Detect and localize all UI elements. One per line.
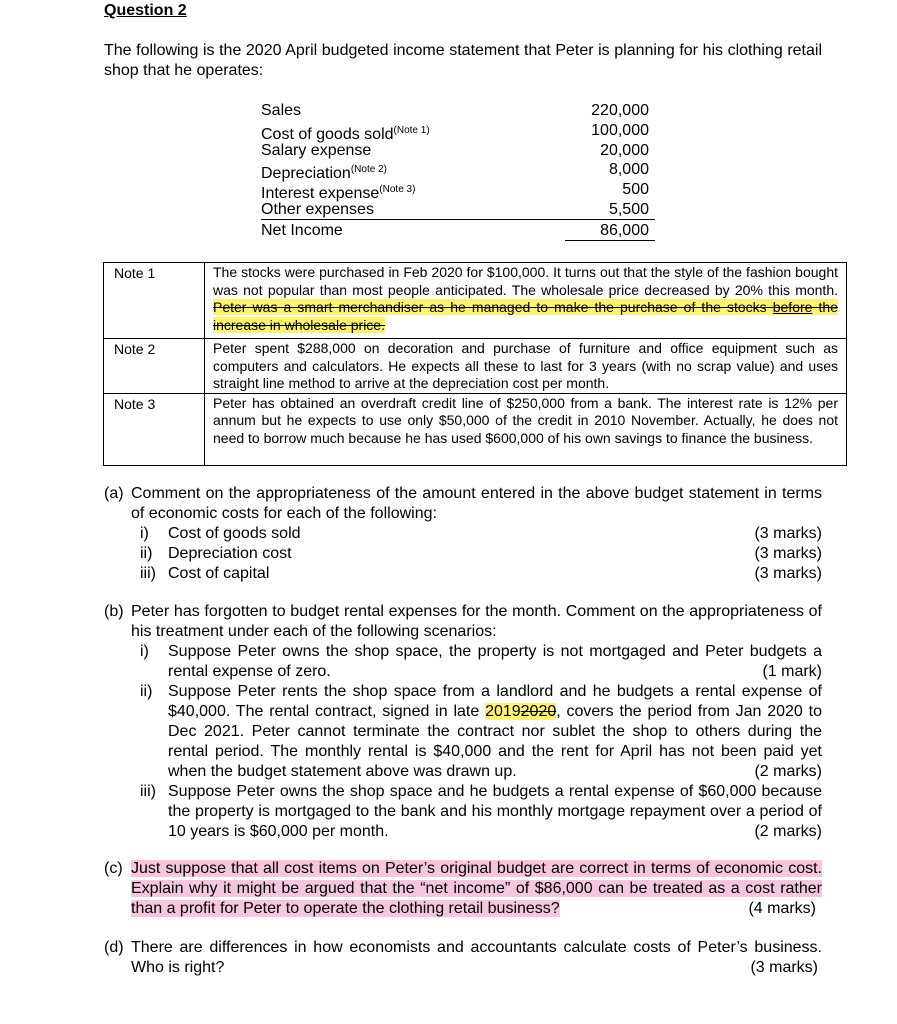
part-text: Peter has forgotten to budget rental expenses for the month. Comment on the appropriateness of his treatment under each of the following scenarios: — [131, 603, 822, 640]
note-text: The stocks were purchased in Feb 2020 for $100,000. It turns out that the style of the fashion bought was not popular than most people anticipated. The wholesale price decreased by 20% this month. Peter was a smart merchandiser as he managed to make the purchase of the stocks before the increase in wholesale price. — [205, 263, 847, 339]
highlighted-year: 20192020 — [485, 703, 557, 720]
marks: (3 marks) — [754, 525, 822, 542]
statement-label: Depreciation$^{(Note 2)}$ — [261, 164, 387, 182]
marks: (3 marks) — [750, 959, 818, 976]
note-row — [104, 393, 847, 465]
statement-row-salary — [261, 141, 655, 161]
statement-value: 500 — [622, 181, 649, 198]
statement-label: Interest expense$^{(Note 3)}$ — [261, 184, 416, 202]
total-rule — [565, 240, 655, 241]
part-label: (d) — [104, 939, 124, 956]
statement-value: 8,000 — [608, 161, 649, 178]
question-part-c — [104, 859, 822, 919]
sub-label: i) — [140, 643, 149, 660]
part-text: Comment on the appropriateness of the amount entered in the above budget statement in terms of economic costs for each of the following: — [131, 485, 822, 522]
sub-item: i) Suppose Peter owns the shop space, the property is not mortgaged and Peter budgets a rental expense of zero. (1 mark) — [140, 643, 822, 680]
sub-item: i) Cost of goods sold (3 marks) — [140, 525, 822, 542]
note-row — [104, 263, 847, 339]
statement-row-depreciation — [261, 160, 655, 180]
note-label: Note 1 — [104, 263, 205, 339]
marks: (3 marks) — [754, 545, 822, 562]
sub-item: iii) Cost of capital (3 marks) — [140, 565, 822, 582]
statement-row-other — [261, 200, 655, 220]
part-label: (b) — [104, 603, 124, 620]
marks: (1 mark) — [762, 663, 822, 680]
marks: (4 marks) — [748, 900, 816, 917]
intro-paragraph: The following is the 2020 April budgeted income statement that Peter is planning for his clothing retail shop that he operates: — [104, 42, 822, 79]
note-ref: (Note 2) — [350, 164, 387, 175]
statement-row-cogs — [261, 121, 655, 141]
note-ref: (Note 1) — [393, 125, 430, 136]
part-label: (a) — [104, 485, 124, 502]
question-part-a — [104, 484, 822, 584]
part-label: (c) — [104, 860, 123, 877]
statement-label: Sales — [261, 102, 302, 119]
statement-row-sales — [261, 101, 655, 121]
highlighted-struck-text: Peter was a smart merchandiser as he managed to make the purchase of the stocks before the increase in wholesale price. — [213, 299, 838, 333]
sub-label: ii) — [140, 545, 153, 562]
notes-table — [103, 262, 847, 466]
note-label: Note 3 — [104, 393, 205, 465]
sub-label: ii) — [140, 683, 153, 700]
sub-item: ii) Depreciation cost (3 marks) — [140, 545, 822, 562]
note-text: Peter has obtained an overdraft credit line of $250,000 from a bank. The interest rate is 12% per annum but he expects to use only $50,000 of the credit in 2010 November. Actually, he does not need to borrow much because he has used $600,000 of his own savings to finance the business. — [205, 393, 847, 465]
statement-value: 20,000 — [600, 142, 649, 159]
statement-row-net-income — [261, 221, 655, 241]
note-ref: (Note 3) — [379, 184, 416, 195]
statement-row-interest — [261, 180, 655, 200]
sub-label: iii) — [140, 565, 156, 582]
part-text — [104, 859, 822, 919]
sub-label: iii) — [140, 783, 156, 800]
statement-label: Net Income — [261, 222, 343, 239]
note-label: Note 2 — [104, 339, 205, 394]
question-part-d — [104, 938, 822, 978]
statement-label: Other expenses — [261, 201, 374, 218]
question-heading: Question 2 — [104, 2, 187, 19]
sub-item: iii) Suppose Peter owns the shop space and he budgets a rental expense of $60,000 because the property is mortgaged to the bank and his monthly mortgage repayment over a period of 10 years is $60,000 per month. (2 marks) — [140, 783, 822, 840]
sub-label: i) — [140, 525, 149, 542]
statement-value: 220,000 — [591, 102, 649, 119]
statement-label: Cost of goods sold$^{(Note 1)}$ — [261, 125, 430, 143]
question-part-b — [104, 602, 822, 842]
marks: (2 marks) — [754, 763, 822, 780]
subtotal-rule — [261, 219, 655, 220]
statement-value: 86,000 — [600, 222, 649, 239]
marks: (2 marks) — [754, 823, 822, 840]
highlighted-question: Just suppose that all cost items on Peter’s original budget are correct in terms of economic cost. Explain why it might be argued that the “net income” of $86,000 can be treated as a cost rather than a profit for Peter to operate the clothing retail business? — [131, 860, 822, 917]
marks: (3 marks) — [754, 565, 822, 582]
statement-value: 100,000 — [591, 122, 649, 139]
statement-value: 5,500 — [608, 201, 649, 218]
note-row — [104, 339, 847, 394]
sub-item: ii) Suppose Peter rents the shop space from a landlord and he budgets a rental expense of $40,000. The rental contract, signed in late 20192020, covers the period from Jan 2020 to Dec 2021. Peter cannot terminate the contract nor sublet the shop to others during the rental period. The monthly rental is $40,000 and the rent for April has not been paid yet when the budget statement above was drawn up. (2 marks) — [140, 683, 822, 780]
part-text: There are differences in how economists and accountants calculate costs of Peter’s business. Who is right? (3 marks) — [131, 939, 822, 976]
note-text: Peter spent $288,000 on decoration and purchase of furniture and office equipment such as computers and calculators. He expects all these to last for 3 years (with no scrap value) and uses straight line method to arrive at the depreciation cost per month. — [205, 339, 847, 394]
statement-label: Salary expense — [261, 142, 372, 159]
